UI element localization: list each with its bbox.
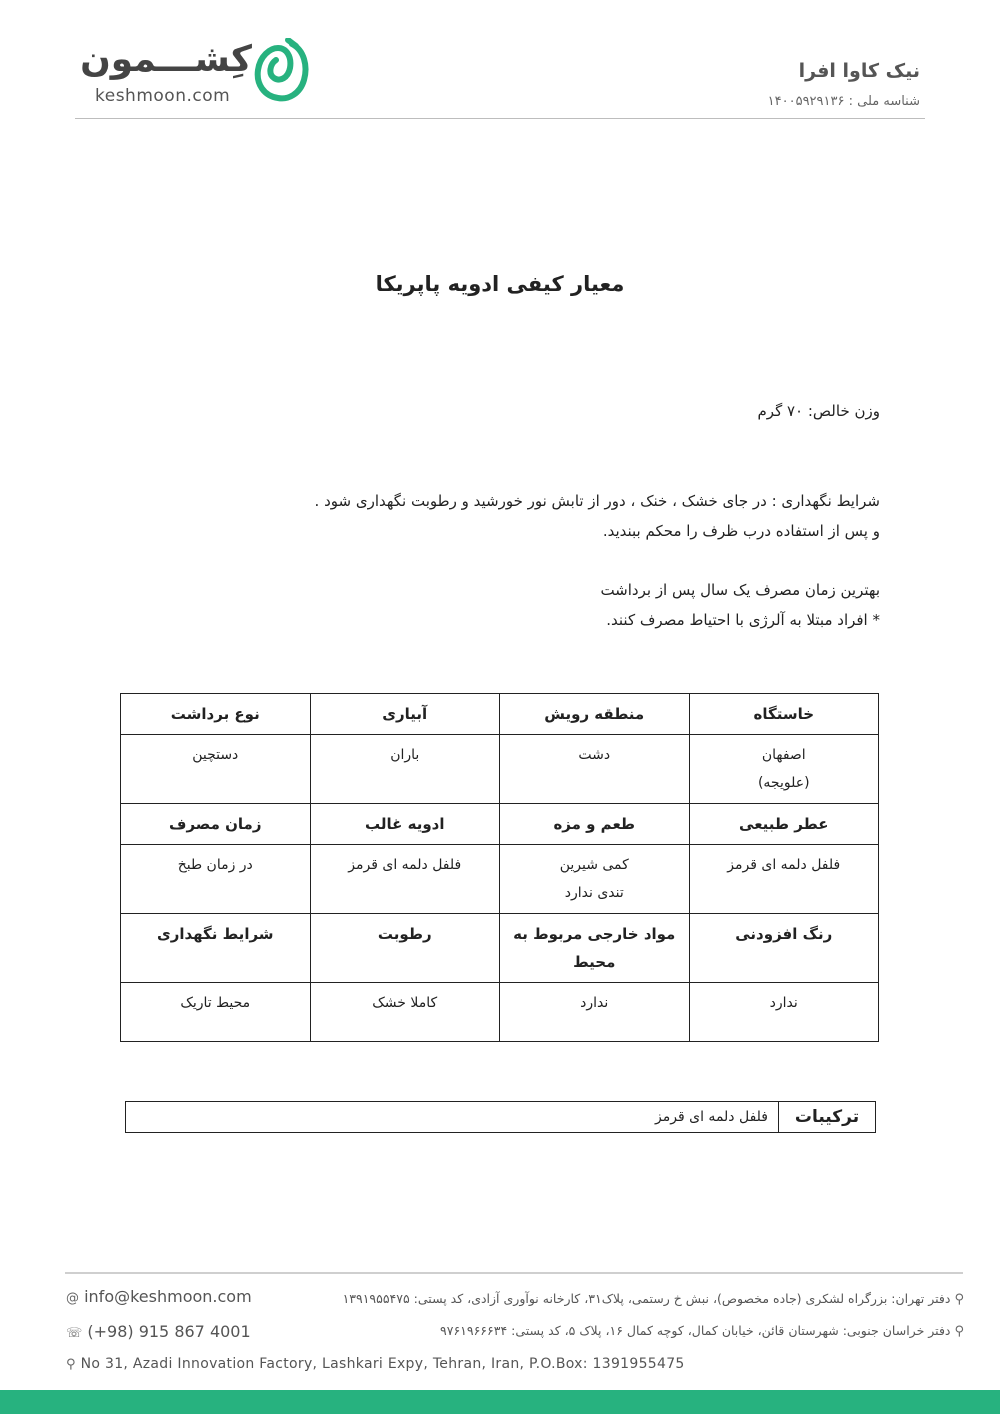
table-header-cell: طعم و مزه bbox=[500, 804, 690, 845]
table-header-cell: منطقه رویش bbox=[500, 694, 690, 735]
phone-icon: ☏ bbox=[66, 1326, 83, 1341]
header-divider bbox=[75, 118, 925, 119]
logo-wordmark-en[interactable]: keshmoon.com bbox=[95, 86, 231, 106]
phone-text[interactable]: (+98) 915 867 4001 bbox=[87, 1322, 251, 1341]
khorasan-office-text: دفتر خراسان جنوبی: شهرستان قائن، خیابان کمال، کوچه کمال ۱۶، پلاک ۵، کد پستی: ۹۷۶۱۹۶۶۶۳۴ bbox=[440, 1323, 951, 1338]
document-title: معیار کیفی ادویه پاپریکا bbox=[375, 272, 625, 296]
tehran-office-text: دفتر تهران: بزرگراه لشکری (جاده مخصوص)، نبش خ رستمی، پلاک۳۱، کارخانه نوآوری آزادی، کد پستی: ۱۳۹۱۹۵۵۴۷۵ bbox=[342, 1291, 951, 1306]
table-cell: در زمان طبخ bbox=[121, 845, 311, 914]
quality-spec-table bbox=[120, 693, 879, 1042]
footer-email[interactable] bbox=[66, 1287, 252, 1306]
net-weight: وزن خالص: ۷۰ گرم bbox=[757, 402, 880, 420]
address-en-text: No 31, Azadi Innovation Factory, Lashkari Expy, Tehran, Iran, P.O.Box: 1391955475 bbox=[80, 1356, 685, 1372]
table-header-cell: آبیاری bbox=[310, 694, 500, 735]
table-row bbox=[126, 1102, 876, 1133]
location-pin-icon: ⚲ bbox=[954, 1292, 964, 1307]
table-cell: اصفهان (علویجه) bbox=[689, 735, 879, 804]
table-cell: کاملا خشک bbox=[310, 983, 500, 1042]
table-row bbox=[121, 804, 879, 845]
composition-label: ترکیبات bbox=[779, 1102, 876, 1133]
national-id: شناسه ملی : ۱۴۰۰۵۹۲۹۱۳۶ bbox=[767, 94, 920, 109]
table-row bbox=[121, 694, 879, 735]
table-cell: کمی شیرین تندی ندارد bbox=[500, 845, 690, 914]
footer-tehran-office bbox=[343, 1291, 964, 1307]
email-text[interactable]: info@keshmoon.com bbox=[84, 1287, 252, 1306]
composition-table bbox=[125, 1101, 876, 1133]
storage-conditions-line1: شرایط نگهداری : در جای خشک ، خنک ، دور از تابش نور خورشید و رطوبت نگهداری شود . bbox=[314, 492, 880, 510]
table-row bbox=[121, 735, 879, 804]
logo-wordmark-fa: کِشـــمون bbox=[80, 39, 252, 80]
allergy-note: * افراد مبتلا به آلرژی با احتیاط مصرف کنند. bbox=[606, 611, 880, 629]
table-cell: باران bbox=[310, 735, 500, 804]
footer-khorasan-office bbox=[440, 1323, 964, 1339]
table-header-cell: رنگ افزودنی bbox=[689, 914, 879, 983]
table-header-cell: رطوبت bbox=[310, 914, 500, 983]
footer-divider bbox=[65, 1272, 963, 1274]
table-row bbox=[121, 983, 879, 1042]
table-cell: محیط تاریک bbox=[121, 983, 311, 1042]
storage-conditions-line2: و پس از استفاده درب ظرف را محکم ببندید. bbox=[602, 522, 880, 540]
table-cell: فلفل دلمه ای قرمز bbox=[310, 845, 500, 914]
email-icon: @ bbox=[66, 1291, 79, 1306]
footer-address-en bbox=[66, 1356, 685, 1372]
footer-brand-bar bbox=[0, 1390, 1000, 1414]
table-cell: دستچین bbox=[121, 735, 311, 804]
best-use-time: بهترین زمان مصرف یک سال پس از برداشت bbox=[600, 581, 880, 599]
table-cell: فلفل دلمه ای قرمز bbox=[689, 845, 879, 914]
table-header-cell: مواد خارجی مربوط به محیط bbox=[500, 914, 690, 983]
table-row bbox=[121, 914, 879, 983]
table-cell: ندارد bbox=[500, 983, 690, 1042]
table-row bbox=[121, 845, 879, 914]
table-header-cell: عطر طبیعی bbox=[689, 804, 879, 845]
table-header-cell: نوع برداشت bbox=[121, 694, 311, 735]
company-name: نیک کاوا افرا bbox=[798, 60, 920, 82]
table-header-cell: خاستگاه bbox=[689, 694, 879, 735]
table-cell: ندارد bbox=[689, 983, 879, 1042]
location-pin-icon: ⚲ bbox=[954, 1324, 964, 1339]
table-header-cell: شرایط نگهداری bbox=[121, 914, 311, 983]
keshmoon-logo-icon bbox=[252, 38, 310, 104]
location-pin-icon: ⚲ bbox=[66, 1357, 76, 1372]
footer-phone[interactable] bbox=[66, 1322, 251, 1341]
composition-value: فلفل دلمه ای قرمز bbox=[126, 1102, 779, 1133]
table-header-cell: ادویه غالب bbox=[310, 804, 500, 845]
table-cell: دشت bbox=[500, 735, 690, 804]
table-header-cell: زمان مصرف bbox=[121, 804, 311, 845]
